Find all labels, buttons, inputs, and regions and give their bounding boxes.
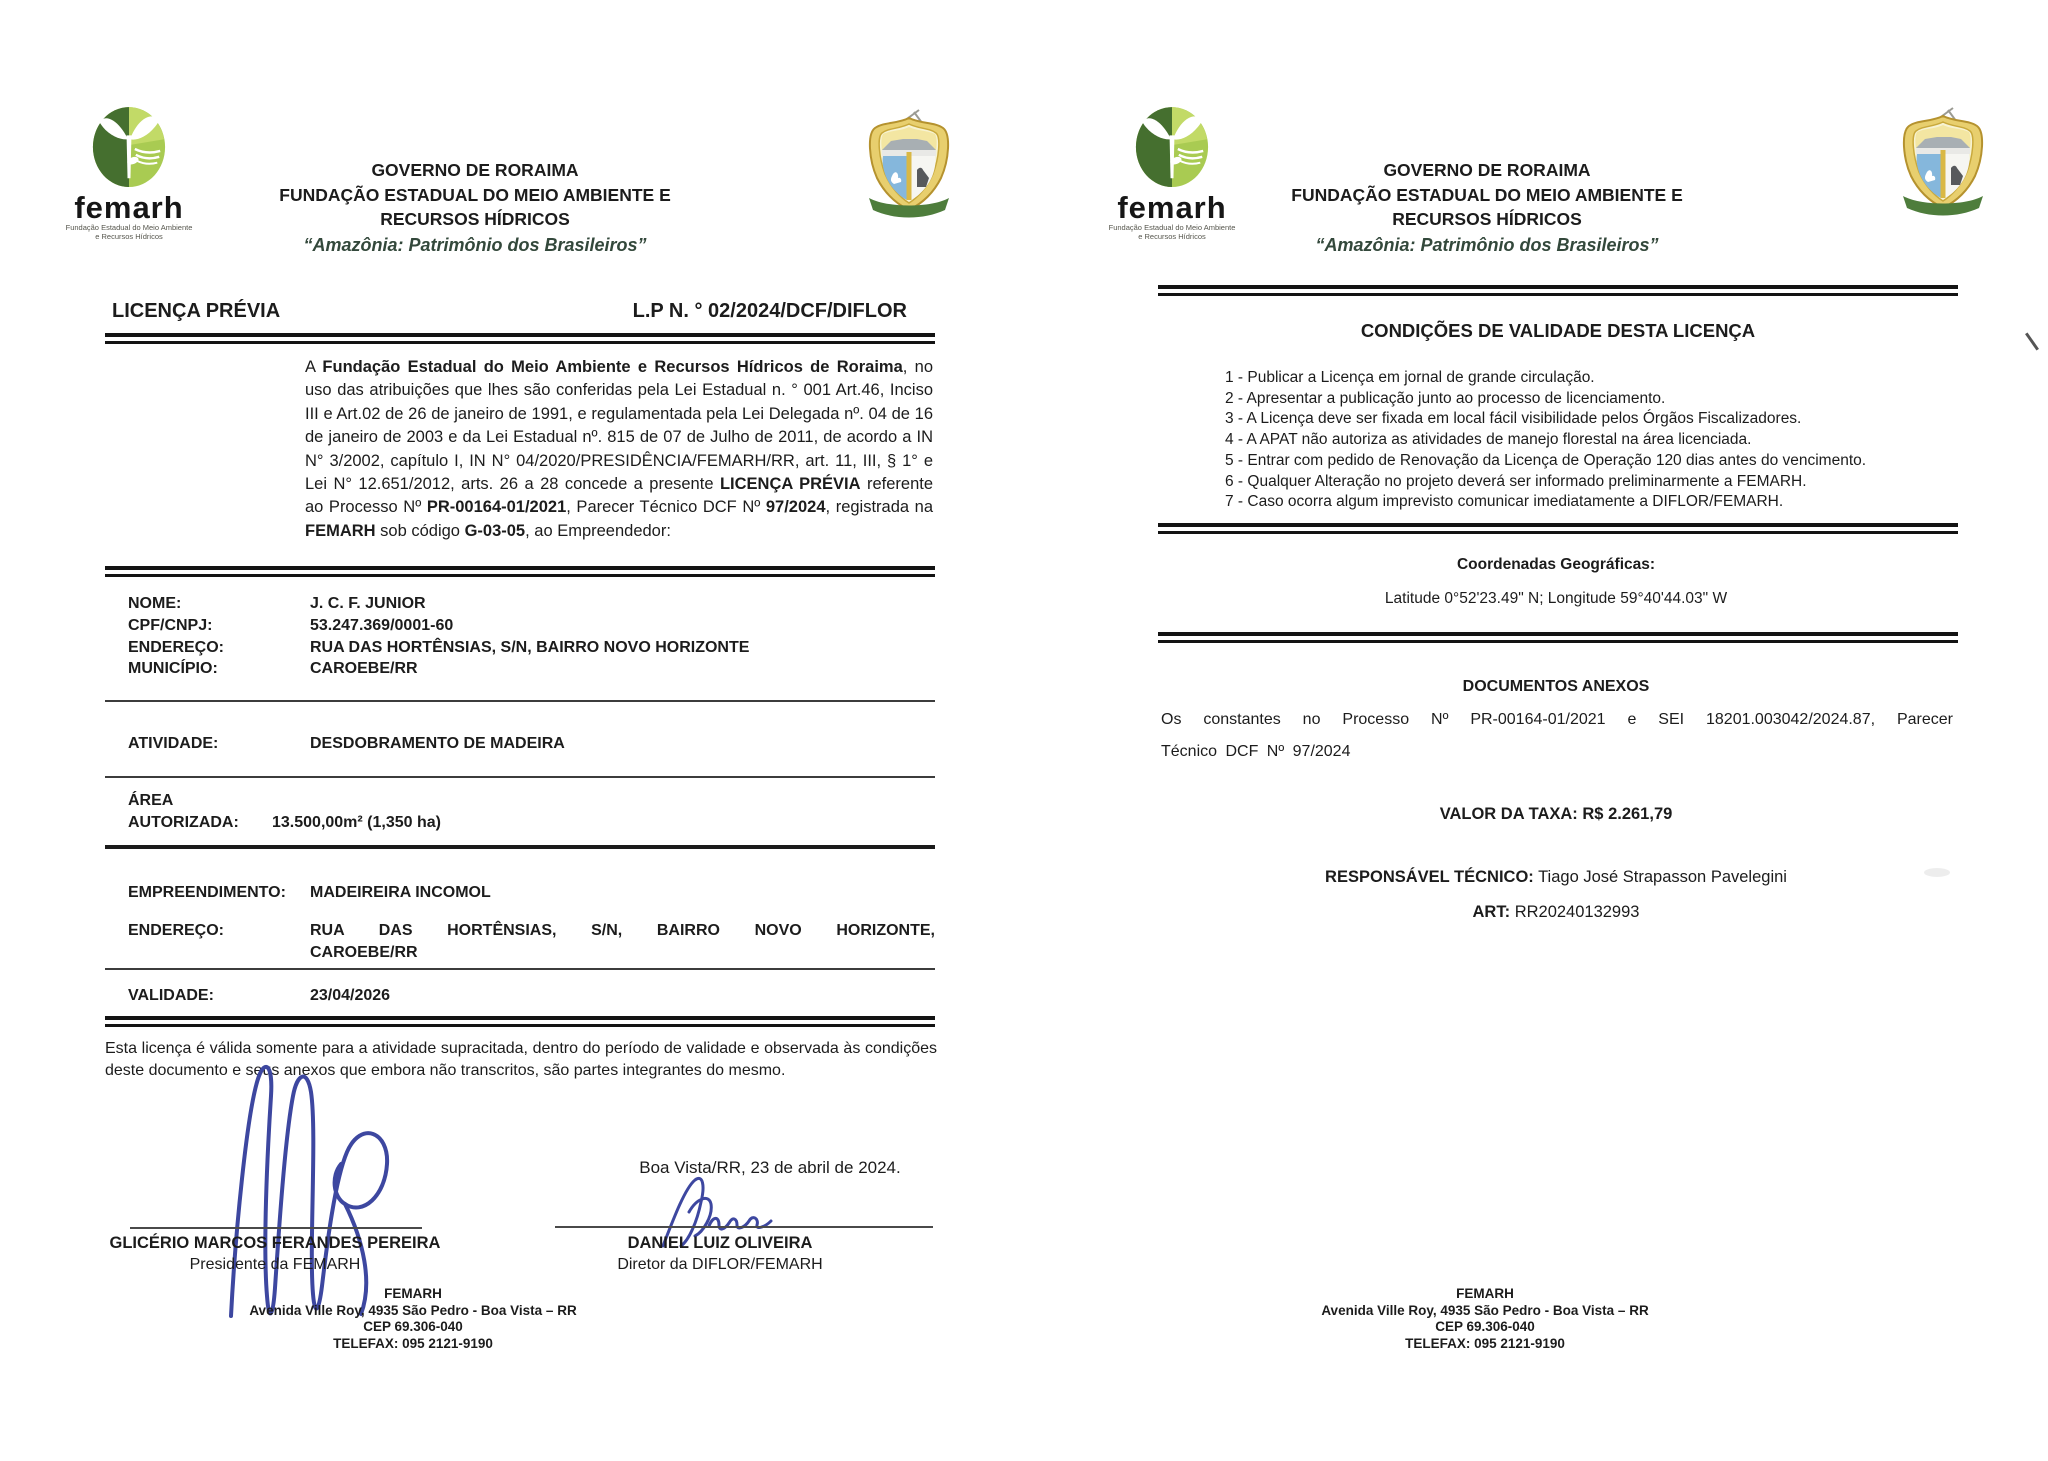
conditions-list xyxy=(1225,368,1945,513)
femarh-logo xyxy=(50,106,208,241)
footer xyxy=(1175,1286,1795,1352)
logo-wordmark: femarh xyxy=(74,190,184,225)
footer-cep: CEP 69.306-040 xyxy=(363,1319,463,1334)
header-org-block xyxy=(230,158,720,256)
footer-org: FEMARH xyxy=(384,1286,442,1301)
art-value: RR20240132993 xyxy=(1514,903,1640,921)
signer-role: Diretor da DIFLOR/FEMARH xyxy=(617,1256,823,1273)
field-label: ENDEREÇO: xyxy=(128,922,225,939)
footer-cep: CEP 69.306-040 xyxy=(1435,1319,1535,1334)
logo-subtitle-1: Fundação Estadual do Meio Ambiente xyxy=(1108,223,1236,232)
footer-telefax: TELEFAX: 095 2121-9190 xyxy=(333,1335,493,1351)
field-value: RUA DAS HORTÊNSIAS, S/N, BAIRRO NOVO HORIZONTE xyxy=(310,638,750,656)
field-label: CPF/CNPJ: xyxy=(128,616,213,634)
field-label: ATIVIDADE: xyxy=(128,735,219,752)
condition-item: 6 - Qualquer Alteração no projeto deverá ser informado preliminarmente a FEMARH. xyxy=(1225,472,1807,490)
field-value-line2: CAROEBE/RR xyxy=(310,943,418,961)
scan-artifact xyxy=(1924,868,1950,877)
motto: “Amazônia: Patrimônio dos Brasileiros” xyxy=(1315,234,1659,255)
intro-paragraph: A Fundação Estadual do Meio Ambiente e Recursos Hídricos de Roraima, no uso das atribuições que lhes são conferidas pela Lei Estadual n. ° 001 Art.46, Inciso III e Art.02 de 26 de janeiro de 1991, e regulamentada pela Lei Delegada nº. 04 de 16 de janeiro de 2003 e da Lei Estadual nº. 815 de 07 de Julho de 2011, de acordo a IN N° 3/2002, capítulo I, IN N° 04/2020/PRESIDÊNCIA/FEMARH/RR, art. 11, III, § 1° e Lei N° 12.651/2012, arts. 26 a 28 concede a presente LICENÇA PRÉVIA referente ao Processo Nº PR-00164-01/2021, Parecer Técnico DCF Nº 97/2024, registrada na FEMARH sob código G-03-05, ao Empreendedor: xyxy=(305,358,934,540)
section-rule-thick xyxy=(105,845,935,849)
double-rule xyxy=(105,566,935,577)
footer-org: FEMARH xyxy=(1456,1286,1514,1301)
double-rule xyxy=(105,1016,935,1027)
condition-item: 5 - Entrar com pedido de Renovação da Licença de Operação 120 dias antes do vencimento. xyxy=(1225,451,1867,469)
motto: “Amazônia: Patrimônio dos Brasileiros” xyxy=(303,234,647,255)
signer-name: GLICÉRIO MARCOS FERANDES PEREIRA xyxy=(109,1234,441,1252)
license-number: L.P N. ° 02/2024/DCF/DIFLOR xyxy=(632,300,907,322)
license-title-row xyxy=(112,300,907,323)
responsible-label: RESPONSÁVEL TÉCNICO: xyxy=(1325,868,1534,886)
field-row-atividade xyxy=(128,733,935,755)
field-label: VALIDADE: xyxy=(128,987,214,1004)
footer-address: Avenida Ville Roy, 4935 São Pedro - Boa Vista – RR xyxy=(249,1302,577,1318)
double-rule xyxy=(1158,632,1958,643)
license-type: LICENÇA PRÉVIA xyxy=(112,300,281,322)
footer-telefax: TELEFAX: 095 2121-9190 xyxy=(1405,1335,1565,1351)
art-line xyxy=(1158,903,1954,922)
tax-line xyxy=(1158,805,1954,824)
field-row-endereco2 xyxy=(128,920,935,964)
annex-text xyxy=(1161,704,1953,768)
signer-role: Presidente da FEMARH xyxy=(189,1256,361,1273)
org-name-line-2: FUNDAÇÃO ESTADUAL DO MEIO AMBIENTE E xyxy=(1291,184,1683,205)
annex-text-line1: Os constantes no Processo Nº PR-00164-01/2021 e SEI 18201.003042/2024.87, Parecer xyxy=(1161,711,1953,728)
field-value-line1: RUA DAS HORTÊNSIAS, S/N, BAIRRO NOVO HORIZONTE, xyxy=(310,922,935,939)
field-label-line1: ÁREA xyxy=(128,792,174,809)
date-place: Boa Vista/RR, 23 de abril de 2024. xyxy=(639,1158,901,1177)
condition-item: 2 - Apresentar a publicação junto ao processo de licenciamento. xyxy=(1225,389,1666,407)
field-label xyxy=(128,790,272,833)
field-row-area xyxy=(128,790,935,833)
field-label: ENDEREÇO: xyxy=(128,638,225,656)
art-label: ART: xyxy=(1472,903,1511,921)
responsible-line xyxy=(1158,868,1954,887)
org-name-line-3: RECURSOS HÍDRICOS xyxy=(1392,209,1582,229)
field-row-municipio xyxy=(128,658,935,680)
field-row-endereco xyxy=(128,637,935,659)
coordinates-title: Coordenadas Geográficas: xyxy=(1456,556,1656,573)
org-name-line-1: GOVERNO DE RORAIMA xyxy=(1383,160,1591,180)
section-rule xyxy=(105,968,935,970)
header-org-block xyxy=(1242,158,1732,256)
field-value xyxy=(310,920,935,964)
org-name-line-2: FUNDAÇÃO ESTADUAL DO MEIO AMBIENTE E xyxy=(279,184,671,205)
double-rule xyxy=(105,333,935,344)
coordinates-value: Latitude 0°52'23.49" N; Longitude 59°40'44.03" W xyxy=(1384,590,1728,607)
field-label: MUNICÍPIO: xyxy=(128,660,218,678)
femarh-logo xyxy=(1093,106,1251,241)
signer-director xyxy=(555,1233,885,1275)
footer xyxy=(103,1286,723,1352)
signer-president xyxy=(105,1233,445,1275)
annex-title: DOCUMENTOS ANEXOS xyxy=(1462,678,1650,695)
logo-subtitle-2: e Recursos Hídricos xyxy=(1138,232,1206,241)
signature-line xyxy=(130,1227,422,1229)
field-value: MADEIREIRA INCOMOL xyxy=(310,884,491,901)
femarh-logo-icon xyxy=(1133,106,1211,192)
tax-value: R$ 2.261,79 xyxy=(1582,805,1673,823)
entrepreneur-fields xyxy=(128,593,935,680)
logo-subtitle-2: e Recursos Hídricos xyxy=(95,232,163,241)
logo-wordmark: femarh xyxy=(1117,190,1227,225)
signature-line xyxy=(555,1226,933,1228)
condition-item: 7 - Caso ocorra algum imprevisto comunicar imediatamente a DIFLOR/FEMARH. xyxy=(1225,493,1784,511)
responsible-value: Tiago José Strapasson Pavelegini xyxy=(1538,868,1787,886)
double-rule xyxy=(1158,523,1958,534)
org-name-line-1: GOVERNO DE RORAIMA xyxy=(371,160,579,180)
org-name-line-3: RECURSOS HÍDRICOS xyxy=(380,209,570,229)
roraima-coat-of-arms-icon xyxy=(856,108,962,220)
field-value: J. C. F. JUNIOR xyxy=(310,595,426,612)
field-value: DESDOBRAMENTO DE MADEIRA xyxy=(310,735,565,752)
field-row-empreendimento xyxy=(128,882,935,904)
field-row-validade xyxy=(128,985,935,1007)
field-label: NOME: xyxy=(128,595,182,612)
condition-item: 3 - A Licença deve ser fixada em local fácil visibilidade pelos Órgãos Fiscalizadores. xyxy=(1225,410,1802,428)
section-rule xyxy=(105,700,935,702)
conditions-title: CONDIÇÕES DE VALIDADE DESTA LICENÇA xyxy=(1360,320,1756,341)
logo-subtitle-1: Fundação Estadual do Meio Ambiente xyxy=(65,223,193,232)
signer-name: DANIEL LUIZ OLIVEIRA xyxy=(627,1234,813,1252)
field-value: CAROEBE/RR xyxy=(310,660,418,678)
field-value: 23/04/2026 xyxy=(310,987,391,1004)
page-right xyxy=(1024,0,2048,1461)
double-rule xyxy=(1158,285,1958,296)
field-label: EMPREENDIMENTO: xyxy=(128,884,286,901)
roraima-coat-of-arms-icon xyxy=(1890,106,1996,218)
field-value: 53.247.369/0001-60 xyxy=(310,616,454,634)
condition-item: 1 - Publicar a Licença em jornal de grande circulação. xyxy=(1225,369,1595,386)
footer-address: Avenida Ville Roy, 4935 São Pedro - Boa Vista – RR xyxy=(1321,1302,1649,1318)
validity-note: Esta licença é válida somente para a atividade supracitada, dentro do período de validade e observada às condições deste documento e seus anexos que embora não transcritos, são partes integrantes do mesmo. xyxy=(105,1040,937,1080)
condition-item: 4 - A APAT não autoriza as atividades de manejo florestal na área licenciada. xyxy=(1225,431,1752,449)
annex-text-line2: Técnico DCF Nº 97/2024 xyxy=(1161,743,1351,760)
field-row-nome xyxy=(128,593,935,615)
field-row-cpf xyxy=(128,615,935,637)
field-label-line2: AUTORIZADA: xyxy=(128,813,239,831)
tax-label: VALOR DA TAXA: xyxy=(1439,805,1578,823)
field-value: 13.500,00m² (1,350 ha) xyxy=(272,813,441,831)
section-rule xyxy=(105,776,935,778)
femarh-logo-icon xyxy=(90,106,168,192)
